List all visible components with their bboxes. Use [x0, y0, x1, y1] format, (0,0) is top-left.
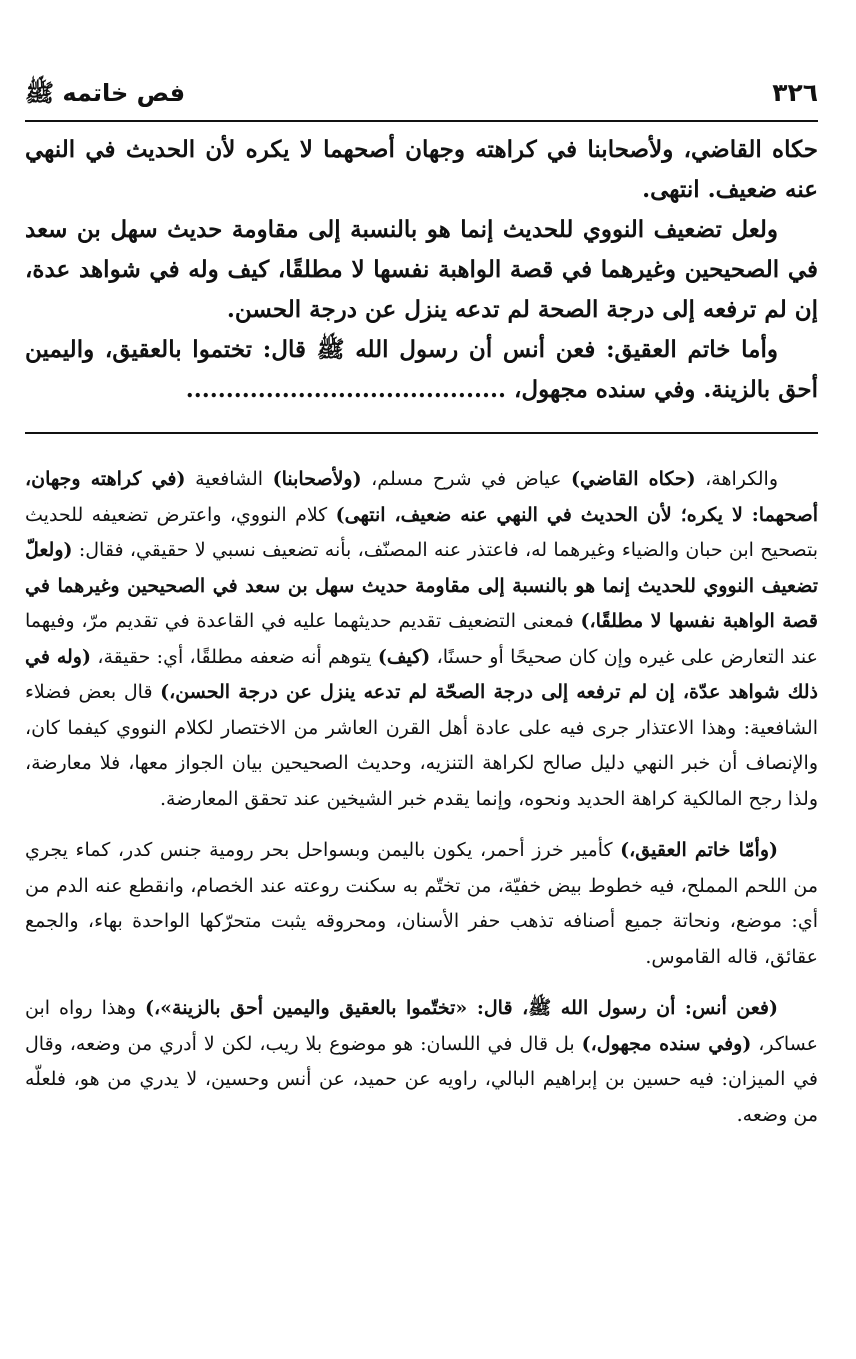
commentary-text: الشافعية [185, 468, 273, 490]
commentary-text: فمعنى التضعيف تقديم حديثهما عليه في القاعدة في تقديم مرّ، وفيهما عند التعارض على غيره وإن كان صحيحًا أو حسنًا، [25, 610, 818, 668]
quoted-main-text: (وله في ذلك شواهد عدّة، إن لم ترفعه إلى درجة الصحّة لم تدعه ينزل عن درجة الحسن،) [25, 645, 818, 703]
quoted-main-text: (وفي سنده مجهول،) [581, 1032, 752, 1055]
page [25, 70, 818, 1329]
quoted-main-text: (كيف) [377, 645, 431, 668]
commentary-text: يتوهم أنه ضعفه مطلقًا، أي: حقيقة، [90, 645, 378, 668]
commentary-paragraph-2 [25, 833, 818, 975]
main-text-paragraph-3: وأما خاتم العقيق: فعن أنس أن رسول الله ﷺ قال: تختموا بالعقيق، واليمين أحق بالزينة. وفي سنده مجهول، ........................................ [25, 336, 818, 403]
commentary-text: قال بعض فضلاء الشافعية: وهذا الاعتذار جرى فيه على عادة أهل القرن العاشر من الاختصار لكلام النووي كيفما كان، والإنصاف أن خبر النهي دليل صالح لكراهة التنزيه، وحديث الصحيحين بيان الجواز معها، فلا معارضة، ولذا رجح المالكية كراهة الحديد ونحوه، وإنما يقدم خبر الشيخين عند تحقق المعارضة. [25, 681, 818, 810]
commentary-text: كلام النووي، واعترض تضعيفه للحديث بتصحيح ابن حبان والضياء وغيرهما له، فاعتذر عنه المصنّف، بأنه تضعيف نسبي لا حقيقي، فقال: [25, 503, 818, 561]
quoted-main-text: (في كراهته وجهان، أصحهما: لا يكره؛ لأن الحديث في النهي عنه ضعيف، انتهى) [25, 468, 818, 526]
commentary-text: وهذا رواه ابن عساكر، [25, 997, 818, 1055]
quoted-main-text: (فعن أنس: أن رسول الله ﷺ، قال: «تختّموا بالعقيق واليمين أحق بالزينة»،) [145, 997, 778, 1019]
commentary-text: والكراهة، [695, 468, 778, 490]
commentary-text: بل قال في اللسان: هو موضوع بلا ريب، لكن لا أدري من وضعه، وقال في الميزان: فيه حسين بن إبراهيم البالي، راويه عن حميد، عن أنس وحسين، لا يدري من هو، فلعلّه من وضعه. [25, 1032, 818, 1126]
commentary-text: عياض في شرح مسلم، [361, 468, 572, 490]
quoted-main-text: (وأمّا خاتم العقيق،) [620, 839, 778, 861]
quoted-main-text: (حكاه القاضي) [571, 468, 696, 490]
main-text [25, 122, 818, 410]
commentary-text: كأمير خرز أحمر، يكون باليمن وبسواحل بحر رومية جنس كدر، كماء يجري من اللحم المملح، فيه خطوط بيض خفيّة، من تختّم به سكنت روعته عند الخصام، وانقطع عنه الدم من أي: موضع، ونحاتة جميع أصنافه تذهب حفر الأسنان، ومحروقه يثبت متحرّكها الواحدة بهاء، والجمع عقائق، قاله القاموس. [25, 839, 818, 968]
quoted-main-text: (ولعلّ تضعيف النووي للحديث إنما هو بالنسبة إلى مقاومة حديث سهل بن سعد في الصحيحين وغيرهما في قصة الواهبة نفسها لا مطلقًا،) [25, 539, 818, 632]
main-text-paragraph-2: ولعل تضعيف النووي للحديث إنما هو بالنسبة إلى مقاومة حديث سهل بن سعد في الصحيحين وغيرهما في قصة الواهبة نفسها لا مطلقًا، كيف وله في شواهد عدة، إن لم ترفعه إلى درجة الصحة لم تدعه ينزل عن درجة الحسن. [25, 216, 818, 323]
commentary [25, 434, 818, 1133]
commentary-paragraph-3 [25, 991, 818, 1133]
main-text-paragraph-1: حكاه القاضي، ولأصحابنا في كراهته وجهان أصحهما لا يكره لأن الحديث في النهي عنه ضعيف. انتهى. [25, 136, 818, 203]
page-number: ٣٢٦ [772, 78, 818, 107]
running-header [25, 70, 818, 122]
quoted-main-text: (ولأصحابنا) [272, 468, 362, 490]
commentary-paragraph-1 [25, 462, 818, 817]
chapter-title: فص خاتمه ﷺ [25, 79, 186, 107]
